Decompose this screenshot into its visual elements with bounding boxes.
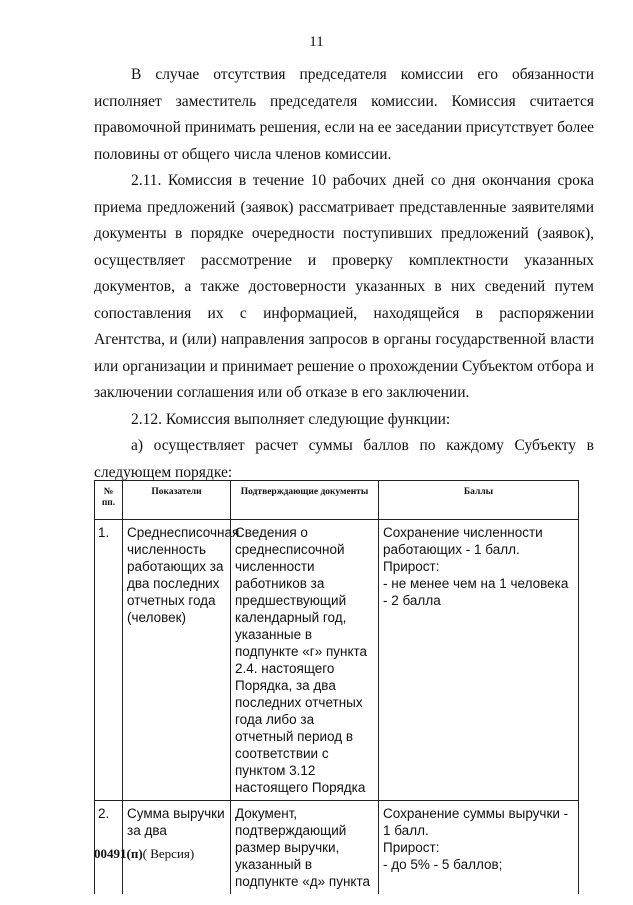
paragraph: В случае отсутствия председателя комиссии его обязанности исполняет заместитель председателя комиссии. Комиссия считается правомочной принимать решения, если на ее заседании присутствует более половины от общего числа членов комиссии. — [94, 66, 594, 163]
scoring-table — [94, 480, 579, 894]
document-footer — [94, 846, 194, 862]
header-indicator: Показатели — [123, 481, 231, 520]
points-line: Сохранение численности работающих - 1 балл. — [383, 525, 543, 557]
table-header-row — [95, 481, 579, 520]
points-line: Прирост: — [383, 559, 440, 574]
paragraph: 2.12. Комиссия выполняет следующие функции: — [131, 410, 451, 428]
points-line: - до 5% - 5 баллов; — [383, 857, 503, 872]
table-row — [95, 520, 579, 801]
header-documents: Подтверждающие документы — [231, 481, 379, 520]
points-line: Прирост: — [383, 840, 440, 855]
document-version: ( Версия) — [142, 846, 195, 861]
indicator-cell: Сумма выручки за два — [123, 801, 231, 895]
paragraph: а) осуществляет расчет суммы баллов по каждому Субъекту в следующем порядке: — [94, 437, 594, 481]
header-num: № пп. — [95, 481, 123, 520]
page-number: 11 — [309, 34, 324, 50]
indicator-cell: Среднесписочная численность работающих за два последних отчетных года (человек) — [123, 520, 231, 801]
body-text — [94, 62, 594, 486]
document-code: 00491(п) — [94, 846, 143, 861]
paragraph: 2.11. Комиссия в течение 10 рабочих дней со дня окончания срока приема предложений (заявок) рассматривает представленные заявителями документы в порядке очередности поступивших предложений (заявок), осуществляет рассмотрение и проверку комплектности указанных документов, а также достоверности указанных в них сведений путем сопоставления их с информацией, находящейся в распоряжении Агентства, и (или) направления запросов в органы государственной власти или организации и принимает решение о прохождении Субъектом отбора и заключении соглашения или об отказе в его заключении. — [94, 172, 594, 401]
documents-cell: Сведения о среднесписочной численности работников за предшествующий календарный год, указанные в подпункте «г» пункта 2.4. настоящего Порядка, за два последних отчетных года либо за отчетный период в соответствии с пунктом 3.12 настоящего Порядка — [231, 520, 379, 801]
points-cell — [379, 801, 579, 895]
points-line: - не менее чем на 1 человека - 2 балла — [383, 576, 569, 608]
points-cell — [379, 520, 579, 801]
row-number: 2. — [95, 801, 123, 895]
row-number: 1. — [95, 520, 123, 801]
header-points: Баллы — [379, 481, 579, 520]
documents-cell: Документ, подтверждающий размер выручки, указанный в подпункте «д» пункта — [231, 801, 379, 895]
points-line: Сохранение суммы выручки - 1 балл. — [383, 806, 569, 838]
